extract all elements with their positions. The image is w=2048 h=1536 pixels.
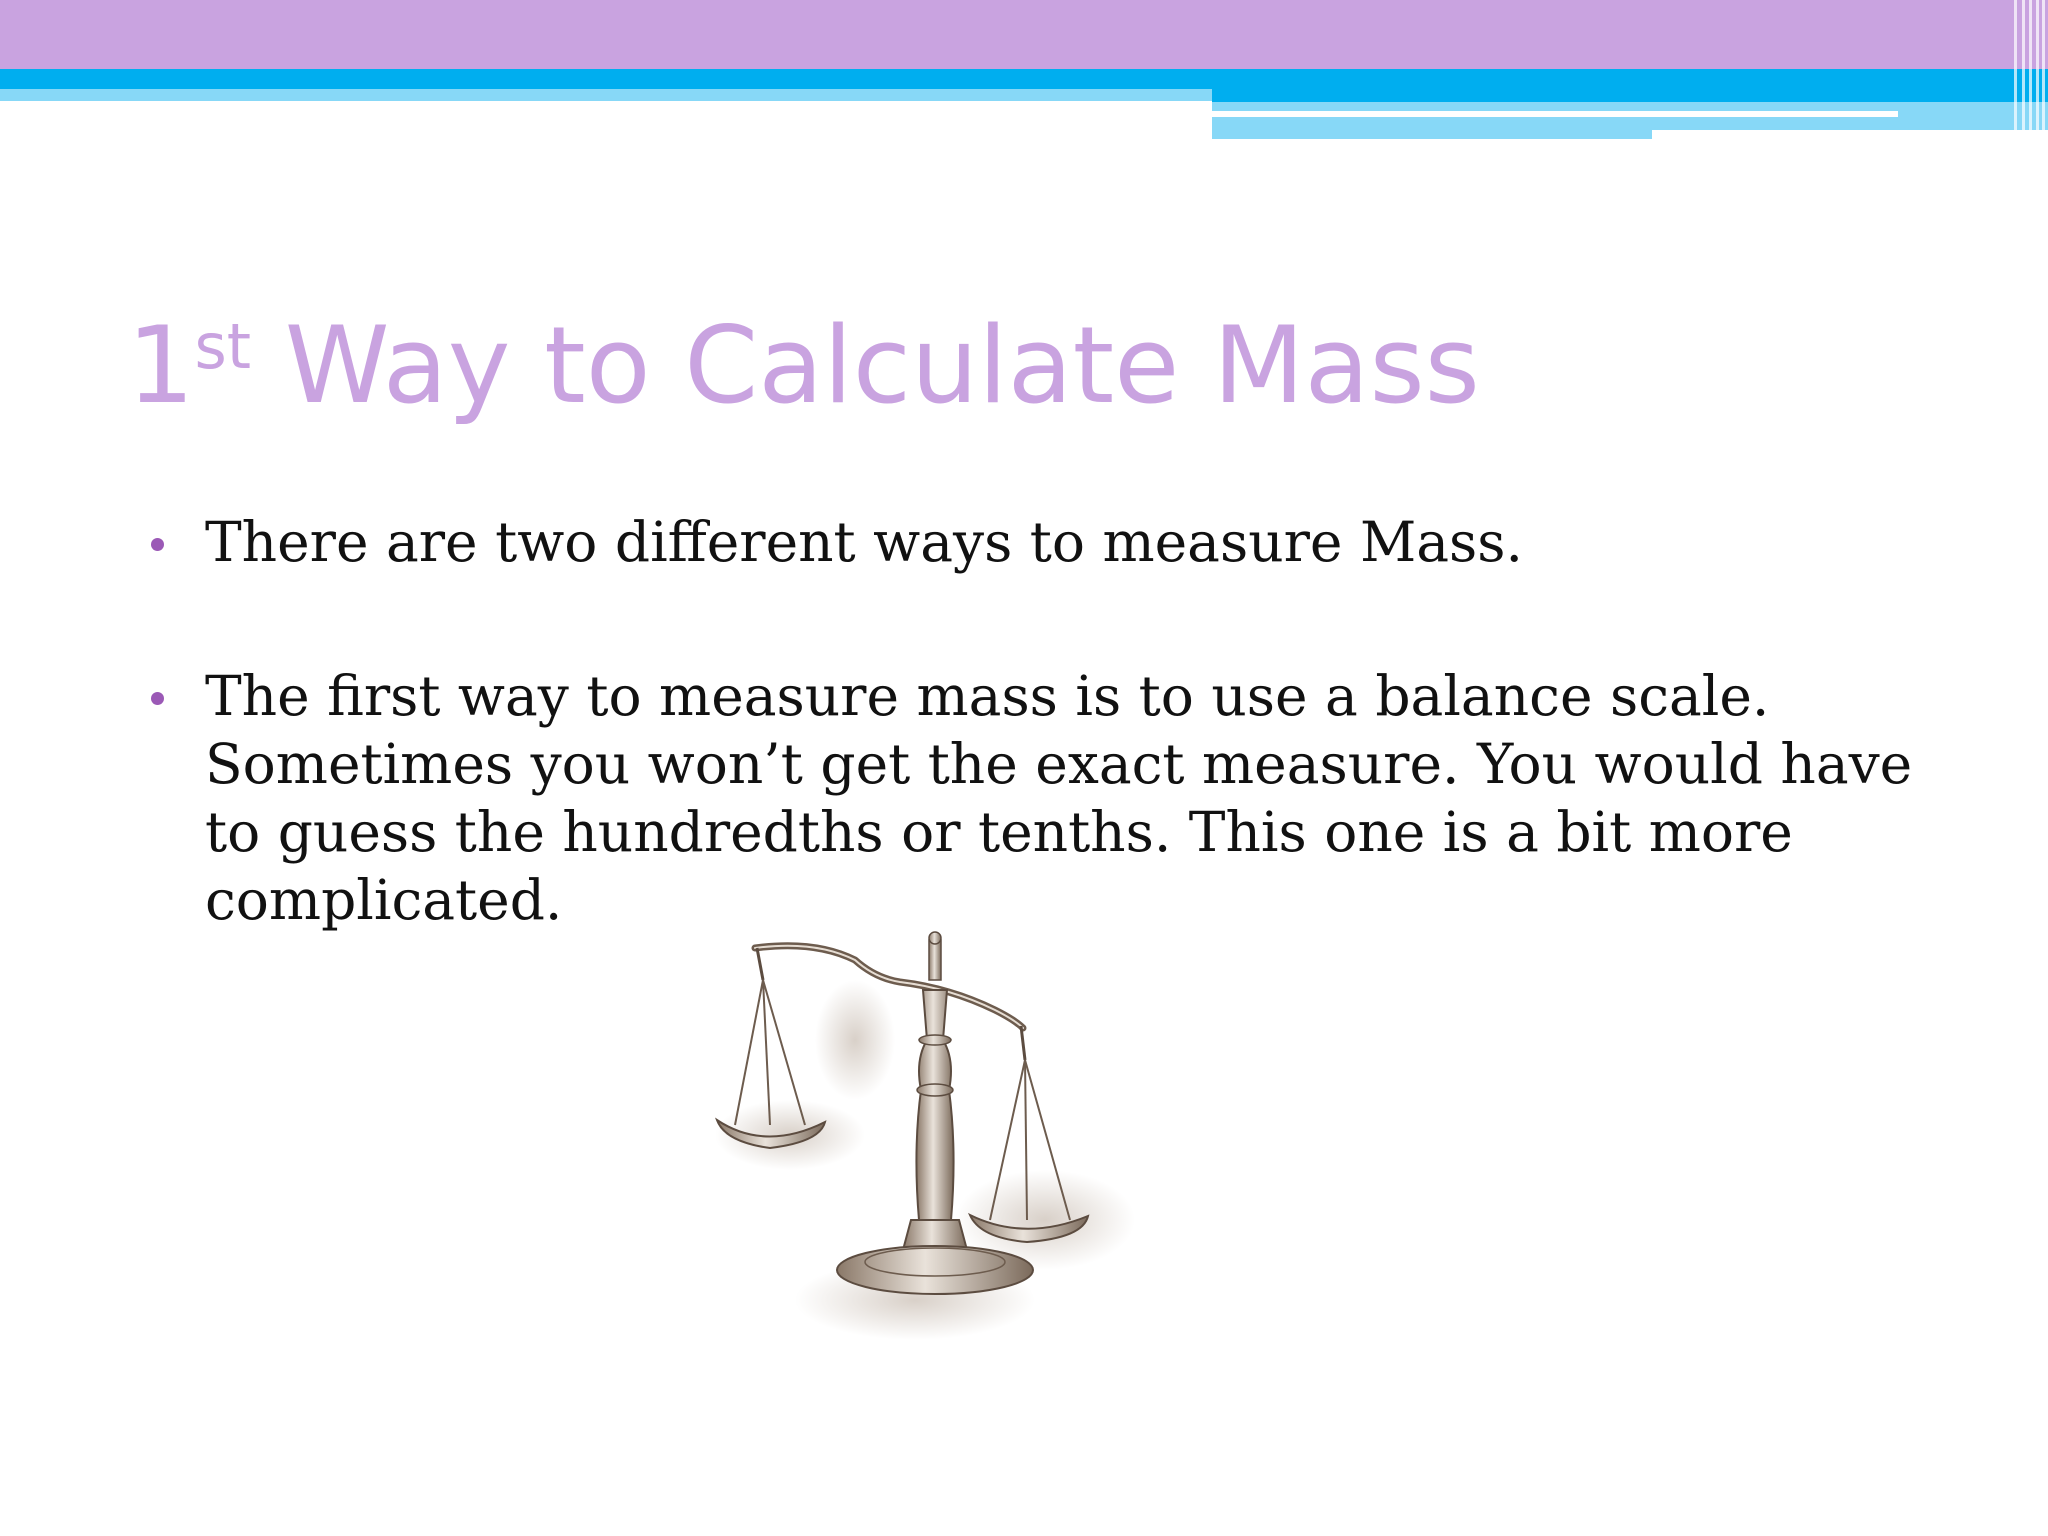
header-band-light-blue-left [0,89,1212,101]
header-band-purple [0,0,2048,69]
header-edge-stripes [2008,0,2048,139]
bullet-dot-icon [151,538,164,551]
header-accent-line [1212,111,1898,117]
header-band-blue-right [1212,89,2048,102]
title-ordinal-suffix: st [194,309,252,383]
header-band-blue [0,69,2048,89]
bullet-item [145,508,1935,576]
bullet-dot-icon [151,692,164,705]
balance-scale-icon [705,920,1175,1360]
header-accent-line [1652,130,2048,139]
bullet-text: There are two different ways to measure Mass. [205,510,1523,574]
title-ordinal-number: 1 [127,304,195,427]
title-text: Way to Calculate Mass [251,304,1480,427]
bullet-item [145,662,1935,934]
bullet-text: The first way to measure mass is to use a balance scale. Sometimes you won’t get the exact measure. You would have to guess the hundredths or tenths. This one is a bit more complicated. [205,664,1913,932]
slide-title [127,302,1480,429]
